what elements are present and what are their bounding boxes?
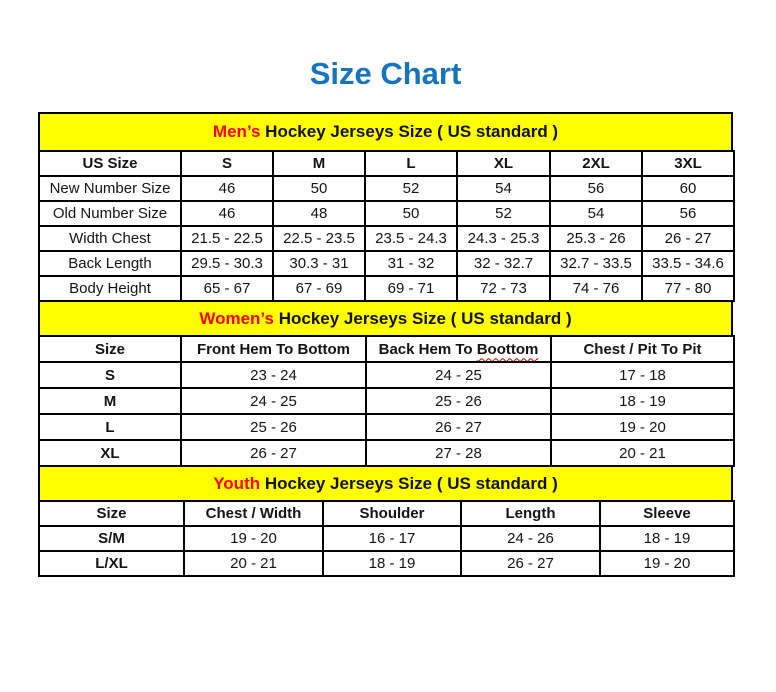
column-header: Size [39, 501, 184, 526]
row-label: S [39, 362, 181, 388]
size-value-cell: 26 - 27 [642, 226, 734, 251]
size-value-cell: 20 - 21 [551, 440, 734, 466]
row-label: Body Height [39, 276, 181, 301]
youth-band-text: Hockey Jerseys Size ( US standard ) [260, 473, 558, 493]
row-label: New Number Size [39, 176, 181, 201]
youth-band-accent: Youth [213, 473, 261, 493]
table-row [39, 251, 734, 276]
size-value-cell: 32.7 - 33.5 [550, 251, 642, 276]
column-header: Shoulder [323, 501, 461, 526]
row-label: Back Length [39, 251, 181, 276]
size-value-cell: 54 [457, 176, 550, 201]
page-title: Size Chart [309, 56, 462, 91]
row-label: M [39, 388, 181, 414]
size-value-cell: 26 - 27 [181, 440, 366, 466]
size-value-cell: 18 - 19 [323, 551, 461, 576]
mens-band-accent: Men’s [212, 122, 261, 141]
size-value-cell: 24 - 25 [181, 388, 366, 414]
row-label: XL [39, 440, 181, 466]
row-label: S/M [39, 526, 184, 551]
size-value-cell: 29.5 - 30.3 [181, 251, 273, 276]
size-value-cell: 30.3 - 31 [273, 251, 365, 276]
size-value-cell: 46 [181, 201, 273, 226]
size-value-cell: 54 [550, 201, 642, 226]
column-header: US Size [39, 151, 181, 176]
size-value-cell: 46 [181, 176, 273, 201]
size-value-cell: 67 - 69 [273, 276, 365, 301]
column-header: Size [39, 336, 181, 362]
size-value-cell: 24 - 25 [366, 362, 551, 388]
size-value-cell: 65 - 67 [181, 276, 273, 301]
table-row [39, 414, 734, 440]
table-row [39, 362, 734, 388]
table-row [39, 526, 734, 551]
size-chart-document [38, 0, 733, 577]
column-header: Front Hem To Bottom [181, 336, 366, 362]
size-value-cell: 77 - 80 [642, 276, 734, 301]
table-row [39, 551, 734, 576]
size-value-cell: 20 - 21 [184, 551, 323, 576]
row-label: L [39, 414, 181, 440]
column-header: 3XL [642, 151, 734, 176]
size-value-cell: 56 [550, 176, 642, 201]
size-value-cell: 72 - 73 [457, 276, 550, 301]
youth-section-header-band [38, 465, 733, 502]
size-value-cell: 19 - 20 [600, 551, 734, 576]
size-value-cell: 56 [642, 201, 734, 226]
column-header-text: Back Hem To [378, 340, 477, 358]
size-value-cell: 19 - 20 [184, 526, 323, 551]
size-value-cell: 50 [273, 176, 365, 201]
womens-band-text: Hockey Jerseys Size ( US standard ) [273, 308, 572, 328]
table-row [39, 176, 734, 201]
size-value-cell: 26 - 27 [461, 551, 600, 576]
column-header: Chest / Pit To Pit [551, 336, 734, 362]
size-value-cell: 25 - 26 [181, 414, 366, 440]
size-value-cell: 27 - 28 [366, 440, 551, 466]
size-value-cell: 21.5 - 22.5 [181, 226, 273, 251]
column-header: S [181, 151, 273, 176]
size-value-cell: 18 - 19 [600, 526, 734, 551]
size-value-cell: 19 - 20 [551, 414, 734, 440]
size-value-cell: 23.5 - 24.3 [365, 226, 457, 251]
row-label: L/XL [39, 551, 184, 576]
table-row [39, 201, 734, 226]
size-value-cell: 33.5 - 34.6 [642, 251, 734, 276]
size-value-cell: 31 - 32 [365, 251, 457, 276]
column-header: 2XL [550, 151, 642, 176]
mens-section-header-band [38, 112, 733, 152]
size-value-cell: 60 [642, 176, 734, 201]
size-value-cell: 23 - 24 [181, 362, 366, 388]
mens-size-table [38, 150, 735, 302]
womens-size-table [38, 335, 735, 467]
size-value-cell: 24.3 - 25.3 [457, 226, 550, 251]
table-header-row [39, 151, 734, 176]
row-label: Old Number Size [39, 201, 181, 226]
size-value-cell: 32 - 32.7 [457, 251, 550, 276]
size-value-cell: 25.3 - 26 [550, 226, 642, 251]
table-header-row [39, 336, 734, 362]
column-header [366, 336, 551, 362]
size-value-cell: 69 - 71 [365, 276, 457, 301]
size-value-cell: 17 - 18 [551, 362, 734, 388]
misspelled-word-wavy-underline: Boottom [476, 340, 539, 358]
size-value-cell: 25 - 26 [366, 388, 551, 414]
table-row [39, 388, 734, 414]
table-header-row [39, 501, 734, 526]
column-header: Length [461, 501, 600, 526]
table-row [39, 226, 734, 251]
column-header: Sleeve [600, 501, 734, 526]
size-value-cell: 50 [365, 201, 457, 226]
row-label: Width Chest [39, 226, 181, 251]
column-header: XL [457, 151, 550, 176]
womens-band-accent: Women’s [199, 308, 274, 328]
youth-size-table [38, 500, 735, 577]
table-row [39, 276, 734, 301]
size-value-cell: 16 - 17 [323, 526, 461, 551]
size-value-cell: 26 - 27 [366, 414, 551, 440]
size-value-cell: 18 - 19 [551, 388, 734, 414]
size-value-cell: 52 [457, 201, 550, 226]
table-row [39, 440, 734, 466]
size-value-cell: 24 - 26 [461, 526, 600, 551]
column-header: M [273, 151, 365, 176]
size-value-cell: 52 [365, 176, 457, 201]
column-header: Chest / Width [184, 501, 323, 526]
size-value-cell: 22.5 - 23.5 [273, 226, 365, 251]
womens-section-header-band [38, 300, 733, 337]
column-header: L [365, 151, 457, 176]
mens-band-text: Hockey Jerseys Size ( US standard ) [260, 122, 559, 141]
size-value-cell: 48 [273, 201, 365, 226]
size-value-cell: 74 - 76 [550, 276, 642, 301]
